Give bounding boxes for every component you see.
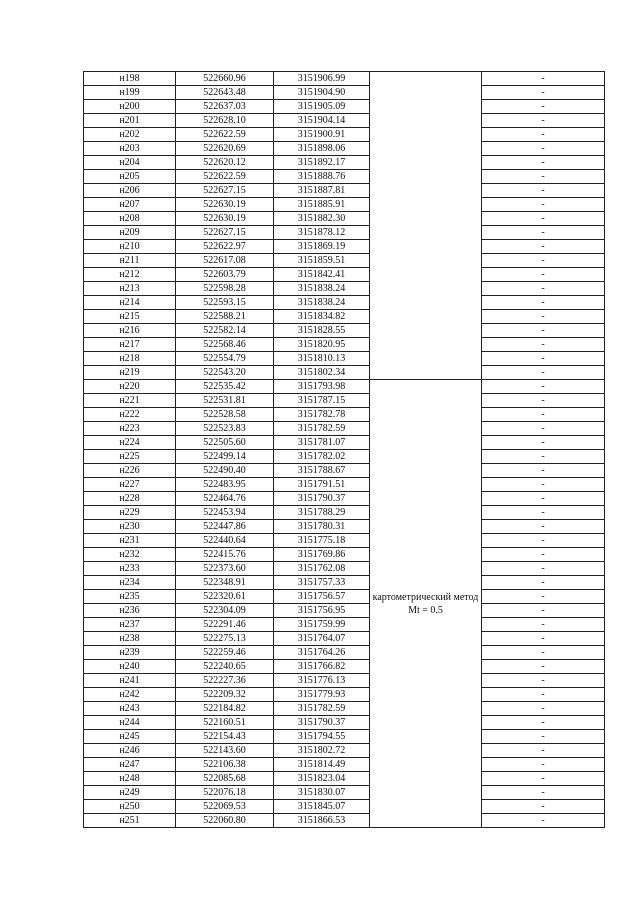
x-coordinate-cell: 522622.59 [176,170,274,184]
mark-cell: - [482,604,605,618]
y-coordinate-cell: 3151769.86 [274,548,370,562]
table-row [84,478,605,492]
x-coordinate-cell: 522582.14 [176,324,274,338]
point-id-cell: н227 [84,478,176,492]
point-id-cell: н204 [84,156,176,170]
table-row [84,156,605,170]
mark-cell: - [482,688,605,702]
mark-cell: - [482,660,605,674]
y-coordinate-cell: 3151892.17 [274,156,370,170]
y-coordinate-cell: 3151820.95 [274,338,370,352]
mark-cell: - [482,618,605,632]
y-coordinate-cell: 3151866.53 [274,814,370,828]
coordinates-table [83,71,605,828]
point-id-cell: н216 [84,324,176,338]
point-id-cell: н239 [84,646,176,660]
y-coordinate-cell: 3151762.08 [274,562,370,576]
mark-cell: - [482,758,605,772]
table-row [84,310,605,324]
x-coordinate-cell: 522660.96 [176,72,274,86]
point-id-cell: н246 [84,744,176,758]
point-id-cell: н201 [84,114,176,128]
x-coordinate-cell: 522627.15 [176,226,274,240]
table-row [84,464,605,478]
table-row [84,100,605,114]
point-id-cell: н213 [84,282,176,296]
point-id-cell: н229 [84,506,176,520]
y-coordinate-cell: 3151814.49 [274,758,370,772]
table-row [84,590,605,604]
table-row [84,646,605,660]
table-body [84,72,605,828]
y-coordinate-cell: 3151802.72 [274,744,370,758]
x-coordinate-cell: 522637.03 [176,100,274,114]
table-row [84,380,605,394]
x-coordinate-cell: 522523.83 [176,422,274,436]
x-coordinate-cell: 522483.95 [176,478,274,492]
point-id-cell: н210 [84,240,176,254]
mark-cell: - [482,114,605,128]
mark-cell: - [482,562,605,576]
table-row [84,408,605,422]
mark-cell: - [482,492,605,506]
mark-cell: - [482,338,605,352]
point-id-cell: н228 [84,492,176,506]
y-coordinate-cell: 3151904.14 [274,114,370,128]
point-id-cell: н236 [84,604,176,618]
y-coordinate-cell: 3151878.12 [274,226,370,240]
mark-cell: - [482,282,605,296]
x-coordinate-cell: 522593.15 [176,296,274,310]
point-id-cell: н234 [84,576,176,590]
y-coordinate-cell: 3151905.09 [274,100,370,114]
mark-cell: - [482,170,605,184]
point-id-cell: н231 [84,534,176,548]
x-coordinate-cell: 522598.28 [176,282,274,296]
mark-cell: - [482,100,605,114]
point-id-cell: н238 [84,632,176,646]
y-coordinate-cell: 3151756.95 [274,604,370,618]
mark-cell: - [482,464,605,478]
point-id-cell: н215 [84,310,176,324]
y-coordinate-cell: 3151845.07 [274,800,370,814]
point-id-cell: н241 [84,674,176,688]
x-coordinate-cell: 522320.61 [176,590,274,604]
x-coordinate-cell: 522568.46 [176,338,274,352]
point-id-cell: н230 [84,520,176,534]
mark-cell: - [482,310,605,324]
y-coordinate-cell: 3151869.19 [274,240,370,254]
table-row [84,352,605,366]
table-row [84,170,605,184]
mark-cell: - [482,240,605,254]
x-coordinate-cell: 522620.69 [176,142,274,156]
table-row [84,492,605,506]
point-id-cell: н232 [84,548,176,562]
point-id-cell: н251 [84,814,176,828]
y-coordinate-cell: 3151790.37 [274,492,370,506]
table-row [84,800,605,814]
mark-cell: - [482,408,605,422]
point-id-cell: н217 [84,338,176,352]
x-coordinate-cell: 522499.14 [176,450,274,464]
table-row [84,268,605,282]
y-coordinate-cell: 3151900.91 [274,128,370,142]
mark-cell: - [482,786,605,800]
table-row [84,184,605,198]
x-coordinate-cell: 522373.60 [176,562,274,576]
y-coordinate-cell: 3151842.41 [274,268,370,282]
point-id-cell: н211 [84,254,176,268]
point-id-cell: н223 [84,422,176,436]
x-coordinate-cell: 522453.94 [176,506,274,520]
y-coordinate-cell: 3151779.93 [274,688,370,702]
table-row [84,744,605,758]
table-row [84,814,605,828]
table-row [84,618,605,632]
x-coordinate-cell: 522630.19 [176,198,274,212]
x-coordinate-cell: 522160.51 [176,716,274,730]
mark-cell: - [482,548,605,562]
mark-cell: - [482,534,605,548]
y-coordinate-cell: 3151904.90 [274,86,370,100]
x-coordinate-cell: 522154.43 [176,730,274,744]
x-coordinate-cell: 522464.76 [176,492,274,506]
table-row [84,772,605,786]
x-coordinate-cell: 522085.68 [176,772,274,786]
x-coordinate-cell: 522490.40 [176,464,274,478]
point-id-cell: н225 [84,450,176,464]
x-coordinate-cell: 522415.76 [176,548,274,562]
x-coordinate-cell: 522643.48 [176,86,274,100]
point-id-cell: н250 [84,800,176,814]
x-coordinate-cell: 522106.38 [176,758,274,772]
y-coordinate-cell: 3151802.34 [274,366,370,380]
x-coordinate-cell: 522227.36 [176,674,274,688]
y-coordinate-cell: 3151838.24 [274,282,370,296]
method-cell-top [370,72,482,380]
y-coordinate-cell: 3151780.31 [274,520,370,534]
x-coordinate-cell: 522209.32 [176,688,274,702]
x-coordinate-cell: 522076.18 [176,786,274,800]
y-coordinate-cell: 3151782.59 [274,702,370,716]
method-cell: картометрический метод Mt = 0.5 [370,380,482,828]
y-coordinate-cell: 3151906.99 [274,72,370,86]
y-coordinate-cell: 3151764.07 [274,632,370,646]
mark-cell: - [482,702,605,716]
x-coordinate-cell: 522348.91 [176,576,274,590]
mark-cell: - [482,800,605,814]
y-coordinate-cell: 3151788.67 [274,464,370,478]
table-row [84,394,605,408]
table-row [84,86,605,100]
table-row [84,702,605,716]
point-id-cell: н240 [84,660,176,674]
point-id-cell: н222 [84,408,176,422]
table-row [84,534,605,548]
point-id-cell: н199 [84,86,176,100]
mark-cell: - [482,744,605,758]
y-coordinate-cell: 3151898.06 [274,142,370,156]
y-coordinate-cell: 3151828.55 [274,324,370,338]
x-coordinate-cell: 522535.42 [176,380,274,394]
table-row [84,282,605,296]
y-coordinate-cell: 3151776.13 [274,674,370,688]
table-row [84,198,605,212]
point-id-cell: н207 [84,198,176,212]
table-row [84,366,605,380]
table-row [84,604,605,618]
point-id-cell: н226 [84,464,176,478]
table-row [84,240,605,254]
table-row [84,226,605,240]
table-row [84,212,605,226]
x-coordinate-cell: 522543.20 [176,366,274,380]
x-coordinate-cell: 522505.60 [176,436,274,450]
x-coordinate-cell: 522627.15 [176,184,274,198]
point-id-cell: н212 [84,268,176,282]
y-coordinate-cell: 3151823.04 [274,772,370,786]
mark-cell: - [482,576,605,590]
y-coordinate-cell: 3151838.24 [274,296,370,310]
point-id-cell: н202 [84,128,176,142]
table-row [84,548,605,562]
point-id-cell: н219 [84,366,176,380]
mark-cell: - [482,772,605,786]
point-id-cell: н221 [84,394,176,408]
point-id-cell: н237 [84,618,176,632]
x-coordinate-cell: 522304.09 [176,604,274,618]
table-row [84,422,605,436]
point-id-cell: н206 [84,184,176,198]
y-coordinate-cell: 3151791.51 [274,478,370,492]
y-coordinate-cell: 3151757.33 [274,576,370,590]
x-coordinate-cell: 522291.46 [176,618,274,632]
mark-cell: - [482,352,605,366]
point-id-cell: н209 [84,226,176,240]
table-row [84,730,605,744]
point-id-cell: н245 [84,730,176,744]
y-coordinate-cell: 3151787.15 [274,394,370,408]
x-coordinate-cell: 522440.64 [176,534,274,548]
table-row [84,254,605,268]
mark-cell: - [482,450,605,464]
x-coordinate-cell: 522060.80 [176,814,274,828]
x-coordinate-cell: 522447.86 [176,520,274,534]
y-coordinate-cell: 3151887.81 [274,184,370,198]
mark-cell: - [482,590,605,604]
point-id-cell: н200 [84,100,176,114]
point-id-cell: н205 [84,170,176,184]
mark-cell: - [482,814,605,828]
y-coordinate-cell: 3151759.99 [274,618,370,632]
table-row [84,324,605,338]
y-coordinate-cell: 3151788.29 [274,506,370,520]
x-coordinate-cell: 522240.65 [176,660,274,674]
y-coordinate-cell: 3151793.98 [274,380,370,394]
point-id-cell: н208 [84,212,176,226]
x-coordinate-cell: 522622.97 [176,240,274,254]
x-coordinate-cell: 522528.58 [176,408,274,422]
table-row [84,142,605,156]
table-row [84,562,605,576]
mark-cell: - [482,184,605,198]
x-coordinate-cell: 522603.79 [176,268,274,282]
y-coordinate-cell: 3151810.13 [274,352,370,366]
x-coordinate-cell: 522259.46 [176,646,274,660]
y-coordinate-cell: 3151830.07 [274,786,370,800]
y-coordinate-cell: 3151782.78 [274,408,370,422]
table-row [84,758,605,772]
y-coordinate-cell: 3151756.57 [274,590,370,604]
y-coordinate-cell: 3151766.82 [274,660,370,674]
point-id-cell: н233 [84,562,176,576]
mark-cell: - [482,674,605,688]
x-coordinate-cell: 522143.60 [176,744,274,758]
x-coordinate-cell: 522630.19 [176,212,274,226]
x-coordinate-cell: 522588.21 [176,310,274,324]
y-coordinate-cell: 3151794.55 [274,730,370,744]
x-coordinate-cell: 522184.82 [176,702,274,716]
mark-cell: - [482,142,605,156]
x-coordinate-cell: 522554.79 [176,352,274,366]
x-coordinate-cell: 522531.81 [176,394,274,408]
mark-cell: - [482,324,605,338]
table-row [84,72,605,86]
y-coordinate-cell: 3151790.37 [274,716,370,730]
x-coordinate-cell: 522628.10 [176,114,274,128]
x-coordinate-cell: 522275.13 [176,632,274,646]
y-coordinate-cell: 3151859.51 [274,254,370,268]
table-row [84,128,605,142]
mark-cell: - [482,254,605,268]
table-row [84,296,605,310]
table-row [84,688,605,702]
mark-cell: - [482,128,605,142]
x-coordinate-cell: 522617.08 [176,254,274,268]
mark-cell: - [482,520,605,534]
x-coordinate-cell: 522069.53 [176,800,274,814]
table-row [84,436,605,450]
table-row [84,660,605,674]
point-id-cell: н218 [84,352,176,366]
point-id-cell: н220 [84,380,176,394]
y-coordinate-cell: 3151782.59 [274,422,370,436]
y-coordinate-cell: 3151782.02 [274,450,370,464]
point-id-cell: н243 [84,702,176,716]
point-id-cell: н224 [84,436,176,450]
point-id-cell: н247 [84,758,176,772]
table-row [84,450,605,464]
y-coordinate-cell: 3151781.07 [274,436,370,450]
table-row [84,716,605,730]
table-row [84,506,605,520]
x-coordinate-cell: 522620.12 [176,156,274,170]
table-row [84,576,605,590]
x-coordinate-cell: 522622.59 [176,128,274,142]
point-id-cell: н248 [84,772,176,786]
mark-cell: - [482,394,605,408]
mark-cell: - [482,716,605,730]
mark-cell: - [482,366,605,380]
point-id-cell: н249 [84,786,176,800]
mark-cell: - [482,268,605,282]
mark-cell: - [482,632,605,646]
point-id-cell: н242 [84,688,176,702]
point-id-cell: н198 [84,72,176,86]
table-row [84,786,605,800]
mark-cell: - [482,198,605,212]
mark-cell: - [482,212,605,226]
table-row [84,674,605,688]
mark-cell: - [482,646,605,660]
mark-cell: - [482,226,605,240]
mark-cell: - [482,296,605,310]
mark-cell: - [482,72,605,86]
y-coordinate-cell: 3151834.82 [274,310,370,324]
table-row [84,520,605,534]
mark-cell: - [482,436,605,450]
table-row [84,338,605,352]
table-row [84,114,605,128]
point-id-cell: н214 [84,296,176,310]
mark-cell: - [482,380,605,394]
mark-cell: - [482,422,605,436]
point-id-cell: н235 [84,590,176,604]
mark-cell: - [482,86,605,100]
point-id-cell: н203 [84,142,176,156]
y-coordinate-cell: 3151775.18 [274,534,370,548]
mark-cell: - [482,478,605,492]
y-coordinate-cell: 3151882.30 [274,212,370,226]
table-row [84,632,605,646]
y-coordinate-cell: 3151888.76 [274,170,370,184]
mark-cell: - [482,506,605,520]
mark-cell: - [482,156,605,170]
point-id-cell: н244 [84,716,176,730]
mark-cell: - [482,730,605,744]
y-coordinate-cell: 3151885.91 [274,198,370,212]
y-coordinate-cell: 3151764.26 [274,646,370,660]
